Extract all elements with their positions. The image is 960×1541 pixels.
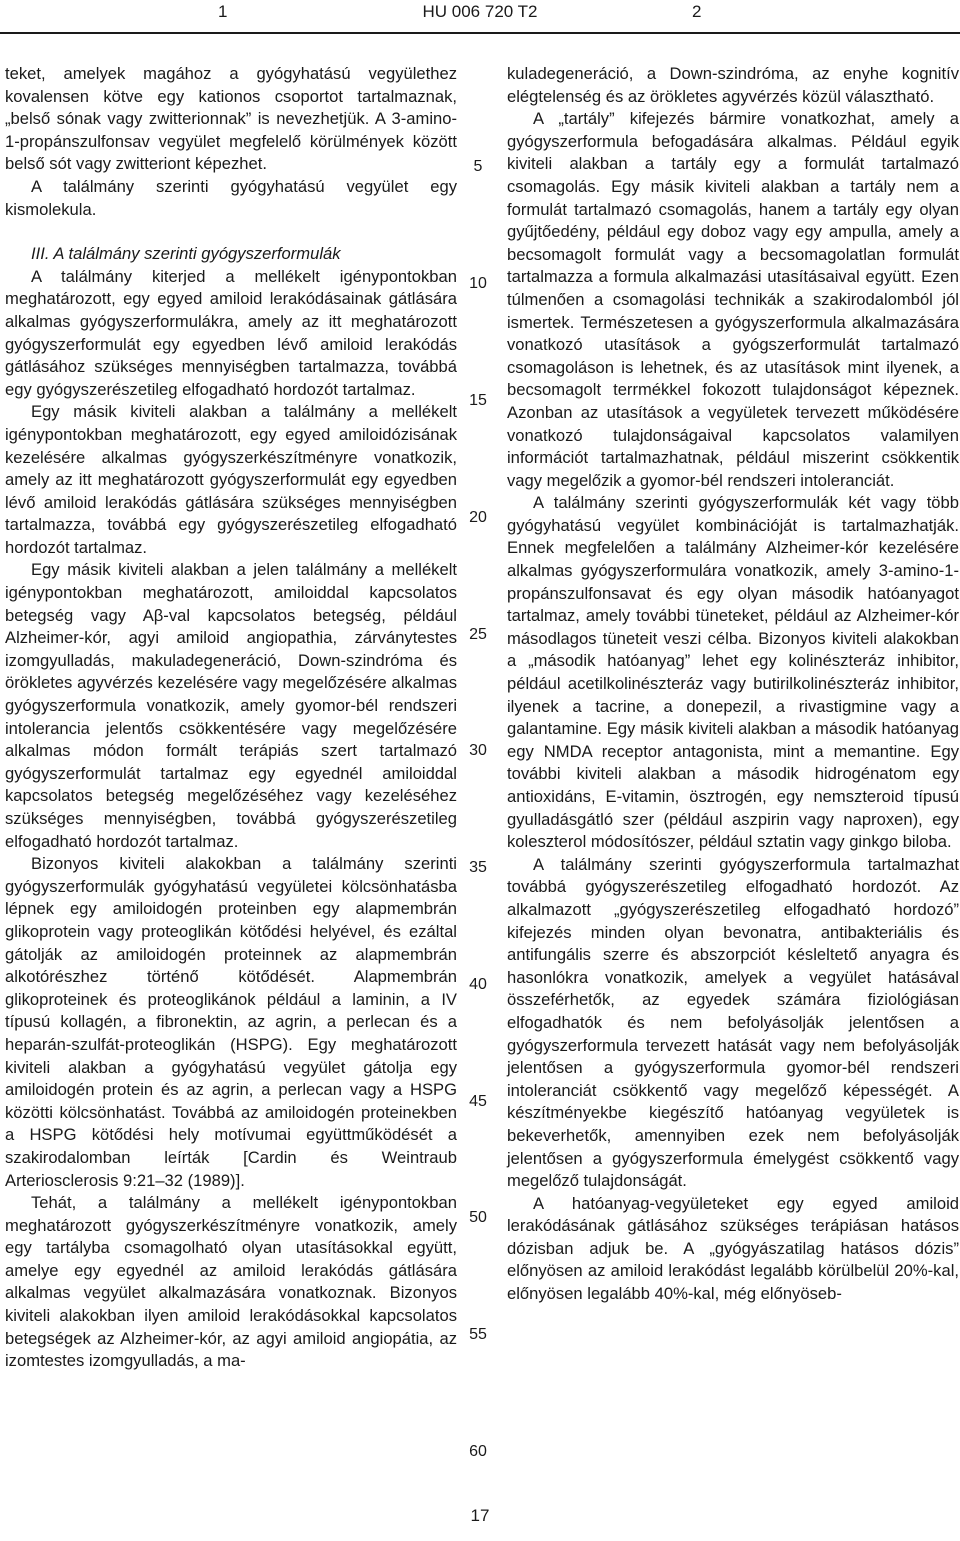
left-paragraph-4: Egy másik kiviteli alakban a találmány a mellékelt igénypontokban meghatározott, egy egyed amiloidózisának kezelésére alkalmas gyógyszerkészítményre vonatkozik, amely az itt meghatározott gyógyszerformulát egy egyedben lévő amiloid lerakódás gátlására szükséges mennyiségben tartalmazza, továbbá egy gyógyszerészetileg elfogadható hordozót tartalmaz.: [5, 402, 457, 557]
right-column: [507, 63, 959, 1306]
right-column-number: 2: [692, 2, 702, 21]
page-number: 17: [470, 1506, 490, 1525]
line-number: 35: [469, 859, 487, 876]
line-number: 30: [469, 742, 487, 759]
left-paragraph-6: Bizonyos kiviteli alakokban a találmány szerinti gyógyszerformulák gyógyhatású vegyületei kölcsönhatásba lépnek egy amiloidogén proteinben egy alapmembrán glikoprotein vagy proteoglikán kötődési helyével, és ezáltal gátolják az amiloidogén proteinnek az alapmembrán alkotórészhez történő kötődését. Alapmembrán glikoproteinek és proteoglikánok például a laminin, a IV típusú kollagén, a fibronektin, az agrin, a perlecan és a heparán-szulfát-proteoglikán (HSPG). Egy meghatározott kiviteli alakban a gyógyhatású vegyület gátolja egy amiloidogén protein és az agrin, a perlecan vagy a HSPG közötti kölcsönhatást. Továbbá az amiloidogén proteinekben a HSPG kötődési hely motívumai együttműködését a szakirodalomban leírták [Cardin és Weintraub Arteriosclerosis 9:21–32 (1989)].: [5, 854, 457, 1190]
line-number: 20: [469, 509, 487, 526]
line-number: 60: [469, 1443, 487, 1460]
right-paragraph-1: kuladegeneráció, a Down-szindróma, az enyhe kognitív elégtelenség és az örökletes agyvérzés közül választható.: [507, 64, 959, 106]
patent-number: HU 006 720 T2: [422, 2, 538, 21]
line-number: 25: [469, 626, 487, 643]
right-paragraph-4: A találmány szerinti gyógyszerformula tartalmazhat továbbá gyógyszerészetileg elfogadható hordozót. Az alkalmazott „gyógyszerészetileg elfogadható hordozó” kifejezés minden olyan bevonatra, antibakteriális és antifungális szerre és abszorpciót késleltető anyagra és hasonlókra vonatkozik, amelyek a vegyület hatásával összeférhetők, az egyedek számára fiziológiásan elfogadhatók és nem befolyásolják jelentősen a gyógyszerformula tervezett hatását vagy nem befolyásolják jelentősen a gyógyszerformula gyomor-bél rendszeri intoleranciát csökkentő vagy megelőző képességét. A készítményekbe kiegészítő hatóanyag vegyületek is bekeverhetők, amennyiben ezek nem befolyásolják jelentősen a gyógyszerformula émelygést csökkentő vagy megelőző tulajdonságát.: [507, 854, 959, 1191]
line-number: 50: [469, 1209, 487, 1226]
section-heading: III. A találmány szerinti gyógyszerformulák: [31, 244, 341, 264]
page-header: [0, 0, 960, 30]
left-paragraph-5: Egy másik kiviteli alakban a jelen találmány a mellékelt igénypontokban meghatározott, amiloiddal kapcsolatos betegség vagy Aβ-val kapcsolatos betegség, például Alzheimer-kór, agyi amiloid angiopathia, zárványtestes izomgyulladás, makuladegeneráció, Down-szindróma és örökletes agyvérzés kezelésére vagy megelőzésére alkalmas gyógyszerformula vonatkozik, amely gyomor-bél rendszeri intolerancia jelentős csökkentésére vagy megelőzésére alkalmas módon formált terápiás szert tartalmazó gyógyszerformulát tartalmaz egy egyednél amiloiddal kapcsolatos betegség megelőzéséhez vagy kezeléséhez szükséges mennyiségben, továbbá gyógyszerészetileg elfogadható hordozót tartalmaz.: [5, 560, 457, 851]
left-paragraph-1: teket, amelyek magához a gyógyhatású vegyülethez kovalensen kötve egy kationos csoportot tartalmaznak, „belső sónak vagy zwitterionnak” is nevezhetjük. A 3-amino-1-propánszulfonsav vegyület megfelelő körülmények között belső sót vagy zwitteriont képezhet.: [5, 64, 457, 174]
left-paragraph-3: A találmány kiterjed a mellékelt igénypontokban meghatározott, egy egyed amiloid lerakódásainak gátlására alkalmas gyógyszerformulákra, amely az itt meghatározott gyógyszerformulát egy egyedben lévő amiloid lerakódás gátlásához szükséges mennyiségben tartalmazza, továbbá egy gyógyszerészetileg elfogadható hordozót tartalmaz.: [5, 266, 457, 399]
right-paragraph-3: A találmány szerinti gyógyszerformulák két vagy több gyógyhatású vegyület kombinációját is tartalmazhatják. Ennek megfelelően a találmány Alzheimer-kór kezelésére alkalmas gyógyszerformulára vonatkozik, amely 3-amino-1-propánszulfonsavat és egy olyan második hatóanyagot tartalmaz, amely további tüneteket, például az Alzheimer-kór másodlagos tüneteit veszi célba. Bizonyos kiviteli alakokban a „második hatóanyag” lehet egy kolinészteráz inhibitor, például acetilkolinészteráz vagy butirilkolinészteráz inhibitor, ilyenek a tacrine, a donepezil, a rivastigmine vagy a galantamine. Egy másik kiviteli alakban a második hatóanyag egy NMDA receptor antagonista, mint a memantine. Egy további kiviteli alakban a második hidrogénatom egy antioxidáns, E-vitamin, ösztrogén, egy nemszteroid típusú gyulladásgátló szer (például aszpirin vagy naproxen), egy koleszterol módosítószer, például sztatin vagy ginkgo biloba.: [507, 493, 959, 852]
header-rule: [0, 32, 960, 34]
line-number: 15: [469, 392, 487, 409]
line-number: 5: [473, 158, 483, 175]
right-paragraph-5: A hatóanyag-vegyületeket egy egyed amiloid lerakódásának gátlásához szükséges terápiásan hatásos dózisban adjuk be. A „gyógyászatilag hatásos dózis” előnyösen az amiloid lerakódást legalább körülbelül 20%-kal, előnyösen legalább 40%-kal, még előnyöseb-: [507, 1193, 959, 1304]
line-number: 10: [469, 275, 487, 292]
left-paragraph-7: Tehát, a találmány a mellékelt igénypontokban meghatározott gyógyszerkészítményre vonatkozik, amely egy tartályba csomagolható olyan utasításokkal együtt, amelye egy egyednél az amiloid lerakódás gátlására alkalmas vegyület alkalmazására vonatkoznak. Bizonyos kiviteli alakokban ilyen amiloid lerakódásokkal kapcsolatos betegségek az Alzheimer-kór, az agyi amiloid angiopátia, az izomtestes izomgyulladás, a ma-: [5, 1193, 457, 1371]
line-number: 40: [469, 976, 487, 993]
left-column: [5, 63, 457, 1373]
left-column-number: 1: [218, 2, 228, 21]
left-paragraph-2: A találmány szerinti gyógyhatású vegyület egy kismolekula.: [5, 176, 457, 219]
line-number: 55: [469, 1326, 487, 1343]
line-number: 45: [469, 1093, 487, 1110]
right-paragraph-2: A „tartály” kifejezés bármire vonatkozhat, amely a gyógyszerformula befogadására alkalmas. Például egyik kiviteli alakban a tartály egy a formulát tartalmazó csomagolás. Egy másik kiviteli alakban a tartály nem a formulát tartalmazó csomagolás, hanem a tartály egy olyan gyűjtőedény, például egy doboz vagy egy ampulla, amely a becsomagolt formulát vagy a becsomagolatlan formulát tartalmazza a formula alkalmazási utasításaival együtt. Ezen túlmenően a csomagolási technikák a szakirodalomból jól ismertek. Természetesen a gyógyszerformula alkalmazására vonatkozó utasítások a gyógszerformulát tartalmazó csomagoláson is lehetnek, és az utasítások mint ilyenek, a becsomagolt terrmékkel fokozott tulajdonságot képeznek. Azonban az utasítások a vegyületek tervezett működésére vonatkozó tulajdonságaival kapcsolatos valamilyen információt tartalmazhatnak, például miszerint csökkentik vagy megelőzik a gyomor-bél rendszeri intoleranciát.: [507, 109, 959, 490]
